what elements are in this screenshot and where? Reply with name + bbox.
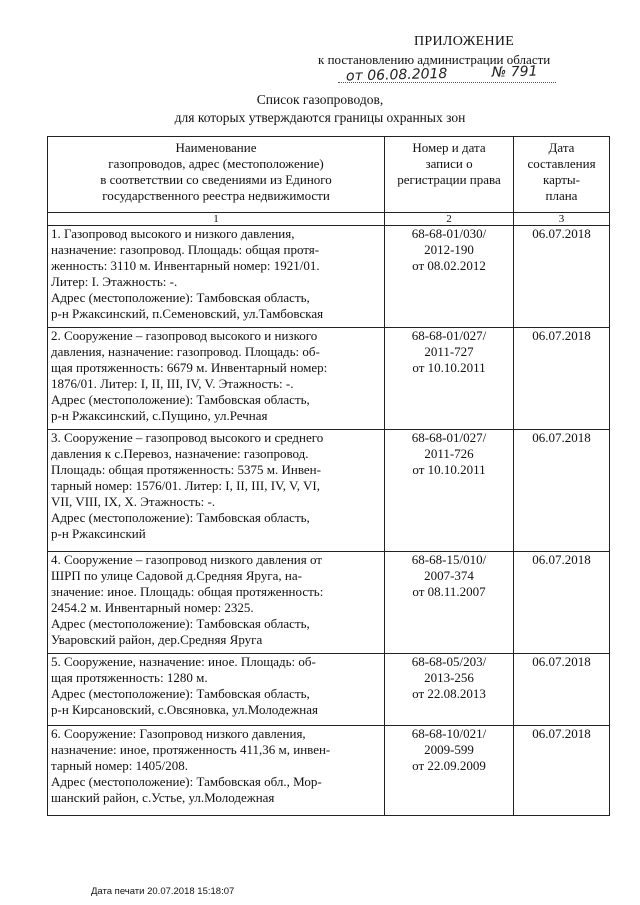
header-text: Номер и дата: [412, 140, 486, 155]
pipeline-description: [48, 552, 385, 654]
header-text: регистрации права: [397, 172, 501, 187]
registration-line: 68-68-10/021/: [411, 726, 487, 741]
registration-line: 2011-726: [424, 446, 474, 461]
print-date: Дата печати 20.07.2018 15:18:07: [91, 886, 235, 897]
registration-line: от 22.08.2013: [412, 686, 486, 701]
description-line: 3. Сооружение – газопровод высокого и среднего: [51, 430, 324, 445]
table-row: [48, 726, 610, 816]
header-text: записи о: [425, 156, 473, 171]
description-line: Литер: I. Этажность: -.: [51, 274, 178, 289]
registration-line: от 10.10.2011: [412, 360, 486, 375]
registration-record: [385, 328, 514, 430]
description-line: р-н Ржаксинский, с.Пущино, ул.Речная: [51, 408, 268, 423]
registration-record: [385, 226, 514, 328]
description-line: назначение: иное, протяженность 411,36 м, инвен-: [51, 742, 331, 757]
registration-line: от 22.09.2009: [412, 758, 486, 773]
column-number: 1: [48, 213, 385, 226]
gas-pipelines-table: [47, 136, 610, 816]
header-name-column: [48, 137, 385, 213]
registration-line: 2009-599: [424, 742, 474, 757]
registration-record: [385, 654, 514, 726]
description-line: ШРП по улице Садовой д.Средняя Яруга, на-: [51, 568, 302, 583]
registration-line: 68-68-01/030/: [411, 226, 487, 241]
handwritten-prefix: от: [345, 68, 363, 85]
header-text: плана: [545, 188, 578, 203]
description-line: Адрес (местоположение): Тамбовская область,: [51, 392, 310, 407]
pipeline-description: [48, 654, 385, 726]
header-text: составления: [527, 156, 596, 171]
description-line: давления, назначение: газопровод. Площадь: об-: [51, 344, 320, 359]
description-line: щая протяженность: 6679 м. Инвентарный номер:: [51, 360, 328, 375]
registration-line: 68-68-05/203/: [411, 654, 487, 669]
registration-line: от 10.10.2011: [412, 462, 486, 477]
column-number-row: [48, 213, 610, 226]
plan-date: 06.07.2018: [514, 328, 610, 430]
description-line: шанский район, с.Устье, ул.Молодежная: [51, 790, 275, 805]
document-title: Список газопроводов,: [256, 92, 384, 107]
registration-line: 2013-256: [424, 670, 474, 685]
document-subtitle: для которых утверждаются границы охранных зон: [174, 110, 466, 125]
table-header-row: [48, 137, 610, 213]
handwritten-number: № 791: [491, 63, 538, 81]
description-line: р-н Ржаксинский: [51, 526, 146, 541]
table-row: [48, 654, 610, 726]
header-date-column: [514, 137, 610, 213]
registration-line: от 08.11.2007: [412, 584, 486, 599]
description-line: 4. Сооружение – газопровод низкого давления от: [51, 552, 322, 567]
header-text: в соответствии со сведениями из Единого: [100, 172, 332, 187]
pipeline-description: [48, 726, 385, 816]
registration-record: [385, 726, 514, 816]
plan-date: 06.07.2018: [514, 552, 610, 654]
pipeline-description: [48, 226, 385, 328]
description-line: р-н Кирсановский, с.Овсяновка, ул.Молодежная: [51, 702, 319, 717]
plan-date: 06.07.2018: [514, 430, 610, 552]
signature-line: [338, 82, 556, 83]
table-row: [48, 552, 610, 654]
registration-line: от 08.02.2012: [412, 258, 486, 273]
column-number: 2: [385, 213, 514, 226]
registration-line: 2007-374: [424, 568, 474, 583]
description-line: р-н Ржаксинский, п.Семеновский, ул.Тамбовская: [51, 306, 324, 321]
description-line: VII, VIII, IX, X. Этажность: -.: [51, 494, 216, 509]
registration-line: 2011-727: [424, 344, 474, 359]
header-registration-column: [385, 137, 514, 213]
registration-line: 68-68-15/010/: [411, 552, 487, 567]
registration-record: [385, 430, 514, 552]
table-row: [48, 226, 610, 328]
description-line: 1876/01. Литер: I, II, III, IV, V. Этажность: -.: [51, 376, 294, 391]
decree-reference: к постановлению администрации области: [318, 52, 551, 67]
registration-line: 2012-190: [424, 242, 474, 257]
description-line: женность: 3110 м. Инвентарный номер: 1921/01.: [51, 258, 320, 273]
registration-line: 68-68-01/027/: [411, 430, 487, 445]
pipeline-description: [48, 328, 385, 430]
description-line: Уваровский район, дер.Средняя Яруга: [51, 632, 263, 647]
description-line: назначение: газопровод. Площадь: общая протя-: [51, 242, 320, 257]
description-line: 2454.2 м. Инвентарный номер: 2325.: [51, 600, 254, 615]
table-row: [48, 328, 610, 430]
description-line: Площадь: общая протяженность: 5375 м. Инвен-: [51, 462, 321, 477]
description-line: 5. Сооружение, назначение: иное. Площадь: об-: [51, 654, 316, 669]
description-line: Адрес (местоположение): Тамбовская область,: [51, 290, 310, 305]
description-line: Адрес (местоположение): Тамбовская область,: [51, 686, 310, 701]
plan-date: 06.07.2018: [514, 726, 610, 816]
description-line: давления к с.Перевоз, назначение: газопровод.: [51, 446, 309, 461]
description-line: 1. Газопровод высокого и низкого давления,: [51, 226, 295, 241]
header-text: газопроводов, адрес (местоположение): [108, 156, 324, 171]
header-text: Дата: [548, 140, 575, 155]
plan-date: 06.07.2018: [514, 226, 610, 328]
registration-record: [385, 552, 514, 654]
header-text: государственного реестра недвижимости: [102, 188, 330, 203]
pipeline-description: [48, 430, 385, 552]
description-line: Адрес (местоположение): Тамбовская область,: [51, 616, 310, 631]
description-line: значение: иное. Площадь: общая протяженность:: [51, 584, 324, 599]
description-line: 2. Сооружение – газопровод высокого и низкого: [51, 328, 318, 343]
description-line: щая протяженность: 1280 м.: [51, 670, 208, 685]
registration-line: 68-68-01/027/: [411, 328, 487, 343]
description-line: Адрес (местоположение): Тамбовская область,: [51, 510, 310, 525]
plan-date: 06.07.2018: [514, 654, 610, 726]
header-text: карты-: [543, 172, 580, 187]
column-number: 3: [514, 213, 610, 226]
description-line: 6. Сооружение: Газопровод низкого давления,: [51, 726, 306, 741]
description-line: тарный номер: 1576/01. Литер: I, II, III, IV, V, VI,: [51, 478, 321, 493]
header-text: Наименование: [175, 140, 257, 155]
table-row: [48, 430, 610, 552]
appendix-label: ПРИЛОЖЕНИЕ: [414, 34, 515, 49]
description-line: тарный номер: 1405/208.: [51, 758, 188, 773]
handwritten-date: 06.08.2018: [367, 65, 448, 84]
description-line: Адрес (местоположение): Тамбовская обл., Мор-: [51, 774, 322, 789]
